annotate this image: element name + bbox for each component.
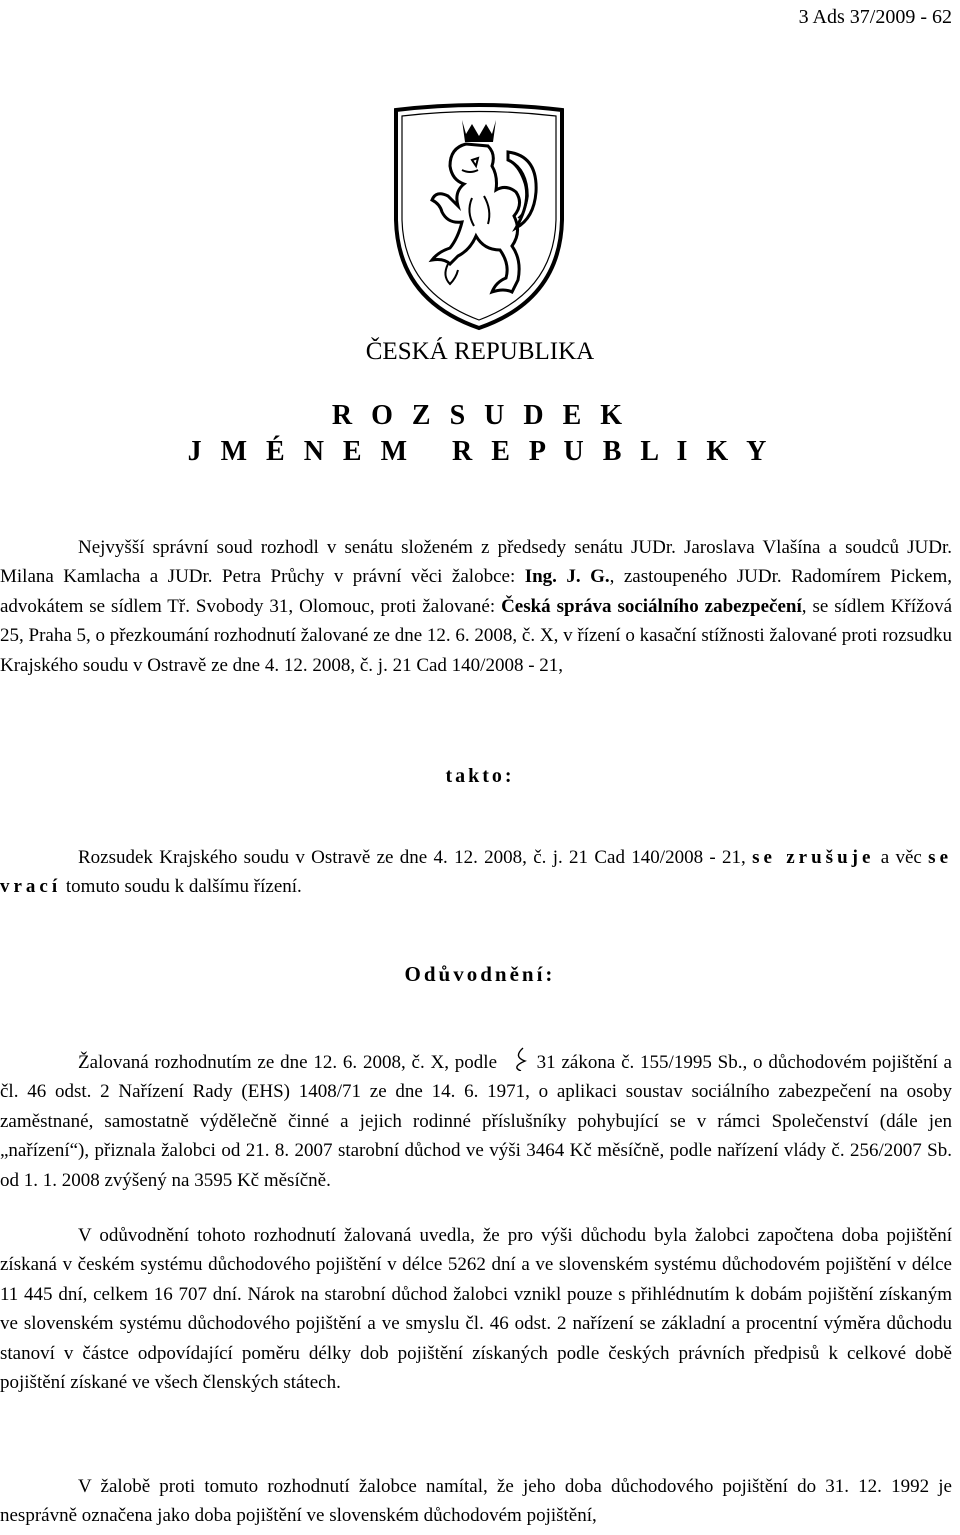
intro-paragraph [0,533,952,680]
plaintiff-name: Ing. J. G. [524,566,610,588]
reasoning-heading: Odůvodnění: [404,962,556,986]
ruling-text-1: Rozsudek Krajského soudu v Ostravě ze dne 4. 12. 2008, č. j. 21 Cad 140/2008 - 21, [78,847,753,868]
verdict-heading [0,398,960,470]
reasoning-paragraph-2: V odůvodnění tohoto rozhodnutí žalovaná uvedla, že pro výši důchodu byla žalobci započtena doba pojištění získaná v českém systému důchodového pojištění v délce 5262 dní a ve slovenském systému důchodovém pojištění v délce 11 445 dní, celkem 16 707 dní. Nárok na starobní důchod žalobci vznikl pouze s přihlédnutím k dobám pojištění získaným ve slovenském systému důchodového pojištění a ve smyslu čl. 46 odst. 2 nařízení se základní a procentní výměra důchodu stanoví v částce odpovídající poměru délky dob pojištění získaných podle českých právních předpisů k celkové době pojištění získané ve všech členských státech. [0,1225,952,1394]
verdict-line-jmenem: J M É N E M R E P U B L I K Y [187,436,773,467]
country-title: ČESKÁ REPUBLIKA [365,338,595,365]
intro-text-2: , zastoupeného JUDr. Radomírem Pickem, advokátem se sídlem Tř. Svobody 31, Olomouc, proti žalované: [0,566,952,617]
czech-lion-coat-of-arms-icon [388,100,570,332]
intro-text-1: Nejvyšší správní soud rozhodl v senátu složeném z předsedy senátu JUDr. Jaroslava Vlašína a soudců JUDr. Milana Kamlacha a JUDr. Petra Průchy v právní věci žalobce: [0,537,952,588]
verdict-line-rozsudek: R O Z S U D E K [331,400,629,431]
p1-text-b: 31 zákona č. 155/1995 Sb., o důchodovém pojištění a čl. 46 odst. 2 Nařízení Rady (EHS) 1408/71 ze dne 14. 6. 1971, o aplikaci soustav sociálního zabezpečení na osoby zaměstnané, samostatně výdělečně činné a jejich rodinné příslušníky pohybující se v rámci Společenství (dále jen „nařízení“), přiznala žalobci od 21. 8. 2007 starobní důchod ve výši 3464 Kč měsíčně, podle nařízení vlády č. 256/2007 Sb. od 1. 1. 2008 zvýšený na 3595 Kč měsíčně. [0,1052,952,1191]
section-mark-icon [503,1051,531,1071]
ruling-text-3: tomuto soudu k dalšímu řízení. [61,876,302,898]
p1-text-a: Žalovaná rozhodnutím ze dne 12. 6. 2008, č. X, podle [78,1052,503,1073]
ruling-text-2: a věc [874,847,929,868]
reasoning-paragraph-1 [0,1048,952,1195]
ruling-paragraph [0,843,952,902]
defendant-name: Česká správa sociálního zabezpečení [501,595,802,617]
case-reference: 3 Ads 37/2009 - 62 [798,6,952,28]
intro-text-3: , se sídlem Křížová 25, Praha 5, o přezkoumání rozhodnutí žalované ze dne 12. 6. 2008, č. X, v řízení o kasační stížnosti žalované proti rozsudku Krajského soudu v Ostravě ze dne 4. 12. 2008, č. j. 21 Cad 140/2008 - 21, [0,595,953,676]
ruling-zrusuje: se zrušuje [752,847,875,868]
reasoning-paragraph-3: V žalobě proti tomuto rozhodnutí žalobce namítal, že jeho doba důchodového pojištění do 31. 12. 1992 je nesprávně označena jako doba pojištění ve slovenském důchodovém pojištění, [0,1476,952,1527]
ruling-vraci: se vrací [0,847,952,898]
takto-heading: takto: [445,765,515,787]
